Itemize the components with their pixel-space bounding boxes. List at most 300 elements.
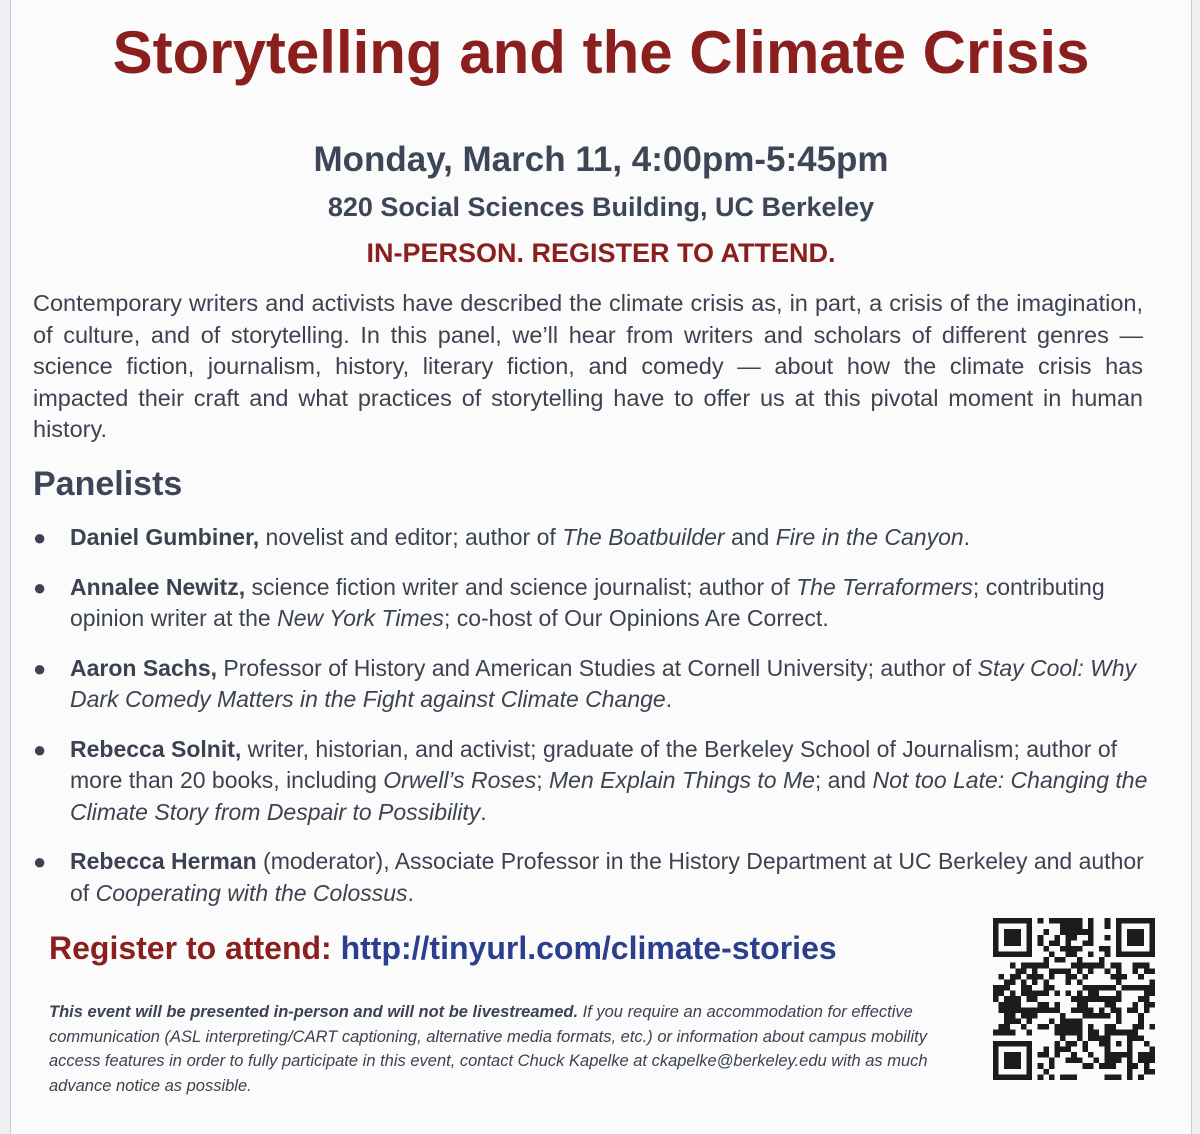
qr-module <box>1094 996 1100 1002</box>
qr-module <box>1066 979 1072 985</box>
qr-module <box>999 952 1005 958</box>
qr-module <box>1010 1074 1016 1080</box>
qr-module <box>1116 935 1122 941</box>
qr-module <box>1010 929 1016 935</box>
qr-module <box>1032 963 1038 969</box>
qr-module <box>1127 1058 1133 1064</box>
qr-module <box>1077 918 1083 924</box>
qr-module <box>1049 918 1055 924</box>
qr-module <box>1099 1063 1105 1069</box>
qr-module <box>1088 929 1094 935</box>
qr-module <box>1038 1007 1044 1013</box>
qr-module <box>1116 929 1122 935</box>
qr-module <box>1015 918 1021 924</box>
qr-module <box>1105 1035 1111 1041</box>
qr-module <box>1066 924 1072 930</box>
qr-module <box>1015 996 1021 1002</box>
qr-module <box>1071 1030 1077 1036</box>
qr-module <box>1105 946 1111 952</box>
qr-module <box>1144 952 1150 958</box>
qr-module <box>1010 1041 1016 1047</box>
qr-module <box>1066 929 1072 935</box>
qr-module <box>1088 940 1094 946</box>
qr-module <box>1116 991 1122 997</box>
qr-module <box>1077 924 1083 930</box>
qr-module <box>1133 1035 1139 1041</box>
qr-module <box>1049 974 1055 980</box>
qr-module <box>1043 946 1049 952</box>
qr-module <box>1144 1063 1150 1069</box>
qr-module <box>1099 957 1105 963</box>
qr-module <box>1060 957 1066 963</box>
qr-module <box>1127 1074 1133 1080</box>
qr-module <box>1133 1007 1139 1013</box>
register-label: Register to attend: <box>49 930 332 966</box>
qr-module <box>1060 1046 1066 1052</box>
qr-module <box>1077 1024 1083 1030</box>
qr-module <box>1027 1007 1033 1013</box>
qr-module <box>1133 963 1139 969</box>
qr-module <box>1010 940 1016 946</box>
qr-module <box>1099 996 1105 1002</box>
qr-module <box>1133 968 1139 974</box>
qr-module <box>1082 1041 1088 1047</box>
qr-module <box>1133 918 1139 924</box>
qr-module <box>1088 1013 1094 1019</box>
qr-module <box>993 924 999 930</box>
qr-module <box>1088 963 1094 969</box>
qr-module <box>1110 985 1116 991</box>
qr-module <box>1144 991 1150 997</box>
qr-module <box>1049 1063 1055 1069</box>
qr-module <box>1110 1058 1116 1064</box>
qr-module <box>1015 1041 1021 1047</box>
qr-module <box>1088 924 1094 930</box>
qr-module <box>1032 996 1038 1002</box>
qr-module <box>1127 1063 1133 1069</box>
qr-module <box>1027 1019 1033 1025</box>
panelist-bio-text: . <box>665 686 673 712</box>
qr-module <box>1110 974 1116 980</box>
qr-module <box>1038 1052 1044 1058</box>
qr-module <box>1088 1024 1094 1030</box>
qr-module <box>1138 1074 1144 1080</box>
qr-module <box>1054 940 1060 946</box>
work-title: Orwell’s Roses <box>383 767 537 793</box>
qr-module <box>1110 1052 1116 1058</box>
qr-module <box>1138 963 1144 969</box>
qr-module <box>1027 991 1033 997</box>
panelist-name: Rebecca Solnit, <box>70 735 242 762</box>
qr-module <box>993 940 999 946</box>
qr-module <box>1027 1074 1033 1080</box>
qr-module <box>1027 1013 1033 1019</box>
qr-module <box>1116 940 1122 946</box>
qr-module <box>1116 1052 1122 1058</box>
qr-module <box>1066 940 1072 946</box>
qr-module <box>1105 996 1111 1002</box>
qr-module <box>1027 952 1033 958</box>
attendance-note: IN-PERSON. REGISTER TO ATTEND. <box>366 238 836 268</box>
qr-module <box>1082 985 1088 991</box>
qr-module <box>1010 1007 1016 1013</box>
panelist-bio-text: . <box>480 798 487 825</box>
qr-module <box>1077 1002 1083 1008</box>
qr-module <box>1138 1052 1144 1058</box>
qr-module <box>1043 963 1049 969</box>
qr-module <box>1144 1069 1150 1075</box>
qr-module <box>1049 952 1055 958</box>
panelist-bio-text: ; and <box>814 767 873 793</box>
qr-module <box>1066 1024 1072 1030</box>
qr-module <box>1071 952 1077 958</box>
qr-module <box>1043 1007 1049 1013</box>
qr-module <box>1105 1063 1111 1069</box>
work-title: Cooperating with the Colossus <box>95 879 408 906</box>
qr-module <box>1010 1052 1016 1058</box>
qr-module <box>1149 924 1155 930</box>
qr-module <box>1105 952 1111 958</box>
qr-module <box>1077 1019 1083 1025</box>
qr-module <box>1021 1041 1027 1047</box>
qr-module <box>993 1058 999 1064</box>
qr-module <box>1060 1030 1066 1036</box>
bullet-icon: ● <box>33 736 47 762</box>
qr-module <box>1066 968 1072 974</box>
qr-module <box>1010 1063 1016 1069</box>
qr-module <box>1027 918 1033 924</box>
qr-module <box>1004 935 1010 941</box>
qr-code-icon[interactable] <box>993 918 1155 1080</box>
qr-module <box>1138 1019 1144 1025</box>
qr-module <box>1144 985 1150 991</box>
qr-module <box>1149 918 1155 924</box>
qr-module <box>1043 1052 1049 1058</box>
event-location: 820 Social Sciences Building, UC Berkeley <box>327 192 875 222</box>
qr-module <box>1004 1052 1010 1058</box>
qr-module <box>1010 979 1016 985</box>
qr-module <box>1099 1035 1105 1041</box>
qr-module <box>1027 996 1033 1002</box>
qr-module <box>1015 952 1021 958</box>
qr-module <box>1010 991 1016 997</box>
qr-module <box>1133 935 1139 941</box>
qr-module <box>1015 1063 1021 1069</box>
qr-module <box>1116 979 1122 985</box>
qr-module <box>1099 1041 1105 1047</box>
qr-module <box>1071 1052 1077 1058</box>
qr-module <box>1116 968 1122 974</box>
qr-module <box>1066 1019 1072 1025</box>
qr-module <box>1116 946 1122 952</box>
qr-module <box>1032 974 1038 980</box>
qr-module <box>1116 924 1122 930</box>
qr-module <box>1071 1058 1077 1064</box>
qr-module <box>1116 1013 1122 1019</box>
panelist-bio-text: and <box>724 524 776 550</box>
qr-module <box>1015 968 1021 974</box>
qr-module <box>1133 985 1139 991</box>
qr-module <box>1015 935 1021 941</box>
qr-module <box>1121 974 1127 980</box>
qr-module <box>1099 985 1105 991</box>
qr-module <box>1077 957 1083 963</box>
qr-module <box>1066 935 1072 941</box>
qr-module <box>1138 985 1144 991</box>
bullet-icon: ● <box>33 849 47 874</box>
qr-module <box>1038 974 1044 980</box>
qr-module <box>1015 1002 1021 1008</box>
qr-module <box>1116 1030 1122 1036</box>
qr-module <box>1105 1024 1111 1030</box>
qr-module <box>993 996 999 1002</box>
qr-module <box>1082 974 1088 980</box>
qr-module <box>1060 1035 1066 1041</box>
qr-module <box>1054 968 1060 974</box>
qr-module <box>1049 1058 1055 1064</box>
qr-module <box>1110 1007 1116 1013</box>
panelist-bio-text: ; <box>536 767 549 793</box>
qr-module <box>1049 985 1055 991</box>
qr-module <box>1071 996 1077 1002</box>
qr-module <box>1105 935 1111 941</box>
qr-module <box>1149 935 1155 941</box>
qr-module <box>993 1069 999 1075</box>
qr-module <box>1116 1041 1122 1047</box>
qr-module <box>1066 1058 1072 1064</box>
qr-module <box>1027 1041 1033 1047</box>
qr-module <box>1088 1035 1094 1041</box>
qr-module <box>1082 1046 1088 1052</box>
qr-module <box>1043 991 1049 997</box>
panelist-bio-text: (moderator), Associate Professor in the History Department at UC Berkeley and author of <box>70 848 1144 906</box>
qr-module <box>1077 991 1083 997</box>
qr-module <box>1127 1069 1133 1075</box>
work-title: The Terraformers <box>796 573 973 600</box>
qr-module <box>1138 996 1144 1002</box>
qr-module <box>1027 1052 1033 1058</box>
qr-module <box>1038 1024 1044 1030</box>
qr-module <box>1043 979 1049 985</box>
qr-module <box>1088 1030 1094 1036</box>
qr-module <box>1071 1019 1077 1025</box>
bullet-icon: ● <box>33 525 47 550</box>
qr-module <box>1004 1074 1010 1080</box>
qr-module <box>1133 952 1139 958</box>
work-title: Stay Cool: Why Dark Comedy Matters in the Fight against Climate Change <box>70 654 1137 712</box>
qr-module <box>1021 968 1027 974</box>
qr-module <box>1015 1019 1021 1025</box>
page-title: Storytelling and the Climate Crisis <box>112 19 1090 86</box>
registration-link[interactable]: http://tinyurl.com/climate-stories <box>340 930 837 966</box>
work-title: New York Times <box>277 605 444 631</box>
panelist-bio-text: novelist and editor; author of <box>259 524 563 550</box>
qr-module <box>1094 963 1100 969</box>
qr-module <box>1127 1007 1133 1013</box>
qr-module <box>1027 1030 1033 1036</box>
qr-module <box>1094 1030 1100 1036</box>
qr-module <box>1077 1035 1083 1041</box>
livestream-note: This event will be presented in-person and will not be livestreamed. <box>49 1003 579 1021</box>
qr-module <box>1133 1002 1139 1008</box>
qr-module <box>1138 1024 1144 1030</box>
qr-module <box>1105 924 1111 930</box>
qr-module <box>1054 1052 1060 1058</box>
qr-module <box>1027 974 1033 980</box>
qr-module <box>1060 1013 1066 1019</box>
qr-module <box>1116 918 1122 924</box>
qr-module <box>999 1030 1005 1036</box>
qr-module <box>1121 985 1127 991</box>
qr-module <box>1088 918 1094 924</box>
qr-module <box>1110 996 1116 1002</box>
qr-module <box>1138 929 1144 935</box>
qr-module <box>1027 940 1033 946</box>
event-description: Contemporary writers and activists have described the climate crisis as, in part, a crisis of the imagination, of culture, and of storytelling. In this panel, we’ll hear from writers and scholars of different genres — science fiction, journalism, history, literary fiction, and comedy — about how the climate crisis has impacted their craft and what practices of storytelling have to offer us at this pivotal moment in human history. <box>33 290 1143 442</box>
qr-module <box>1138 918 1144 924</box>
qr-module <box>1049 1019 1055 1025</box>
qr-module <box>1066 1030 1072 1036</box>
work-title: Men Explain Things to Me <box>549 767 815 793</box>
work-title: Not too Late: Changing the Climate Story from Despair to Possibility <box>70 767 1148 825</box>
panelist-bio-text: . <box>963 524 971 550</box>
qr-module <box>1038 1074 1044 1080</box>
qr-module <box>1116 1007 1122 1013</box>
qr-module <box>1094 1058 1100 1064</box>
qr-module <box>1021 1024 1027 1030</box>
qr-module <box>1082 963 1088 969</box>
qr-module <box>1110 1002 1116 1008</box>
qr-module <box>1088 968 1094 974</box>
qr-module <box>1082 996 1088 1002</box>
qr-module <box>1149 1069 1155 1075</box>
qr-module <box>1071 935 1077 941</box>
qr-module <box>1066 991 1072 997</box>
qr-module <box>1054 1002 1060 1008</box>
qr-module <box>1077 963 1083 969</box>
qr-module <box>1127 1030 1133 1036</box>
qr-module <box>1133 929 1139 935</box>
qr-module <box>1077 929 1083 935</box>
qr-module <box>1127 985 1133 991</box>
qr-module <box>1149 929 1155 935</box>
qr-module <box>1060 968 1066 974</box>
qr-module <box>1082 1002 1088 1008</box>
panelist-bio-text: Professor of History and American Studies at Cornell University; author of <box>217 654 978 681</box>
qr-module <box>1082 940 1088 946</box>
qr-module <box>1121 918 1127 924</box>
qr-module <box>1127 1052 1133 1058</box>
qr-module <box>1138 952 1144 958</box>
qr-module <box>1054 1030 1060 1036</box>
qr-module <box>1021 1013 1027 1019</box>
qr-module <box>1105 918 1111 924</box>
qr-module <box>1149 1024 1155 1030</box>
qr-module <box>1138 1013 1144 1019</box>
qr-module <box>1054 991 1060 997</box>
qr-module <box>1099 1013 1105 1019</box>
qr-module <box>1105 1046 1111 1052</box>
panelist-item <box>33 653 1148 716</box>
qr-module <box>1027 1046 1033 1052</box>
qr-module <box>1071 1024 1077 1030</box>
qr-module <box>993 946 999 952</box>
qr-module <box>1144 1058 1150 1064</box>
qr-module <box>1038 935 1044 941</box>
panelists-heading: Panelists <box>33 465 183 503</box>
qr-module <box>1004 1030 1010 1036</box>
qr-module <box>1015 929 1021 935</box>
qr-module <box>1054 957 1060 963</box>
panelist-name: Rebecca Herman <box>70 848 257 874</box>
qr-module <box>1054 1007 1060 1013</box>
qr-module <box>1071 946 1077 952</box>
panelist-name: Aaron Sachs, <box>70 654 217 681</box>
accessibility-note <box>49 1000 929 1098</box>
qr-module <box>1127 935 1133 941</box>
qr-module <box>1144 1002 1150 1008</box>
qr-module <box>1071 963 1077 969</box>
qr-module <box>1043 985 1049 991</box>
qr-module <box>1021 952 1027 958</box>
qr-module <box>1077 946 1083 952</box>
qr-module <box>1004 929 1010 935</box>
qr-module <box>1082 1013 1088 1019</box>
qr-module <box>1082 929 1088 935</box>
qr-module <box>993 1041 999 1047</box>
qr-module <box>1066 1041 1072 1047</box>
qr-module <box>1054 1046 1060 1052</box>
qr-module <box>993 1030 999 1036</box>
qr-module <box>1021 963 1027 969</box>
qr-module <box>1054 1041 1060 1047</box>
qr-module <box>1004 1019 1010 1025</box>
qr-module <box>1088 985 1094 991</box>
qr-module <box>993 1063 999 1069</box>
qr-module <box>1049 940 1055 946</box>
qr-module <box>1027 985 1033 991</box>
qr-module <box>1071 918 1077 924</box>
qr-module <box>1032 979 1038 985</box>
panelist-list <box>33 522 1148 927</box>
work-title: Fire in the Canyon <box>775 524 964 550</box>
qr-module <box>1027 1063 1033 1069</box>
qr-module <box>1133 940 1139 946</box>
qr-module <box>1066 1074 1072 1080</box>
qr-module <box>999 1024 1005 1030</box>
qr-module <box>1110 963 1116 969</box>
qr-module <box>1060 918 1066 924</box>
qr-module <box>1105 1052 1111 1058</box>
qr-module <box>1099 963 1105 969</box>
qr-module <box>1038 991 1044 997</box>
qr-module <box>1138 1035 1144 1041</box>
qr-module <box>1144 968 1150 974</box>
qr-module <box>1094 1035 1100 1041</box>
qr-module <box>1004 952 1010 958</box>
qr-module <box>993 985 999 991</box>
qr-module <box>1054 935 1060 941</box>
qr-module <box>1066 974 1072 980</box>
qr-module <box>1110 1063 1116 1069</box>
qr-module <box>1088 996 1094 1002</box>
qr-module <box>1149 985 1155 991</box>
panelist-bio-text: . <box>407 879 414 906</box>
qr-module <box>993 929 999 935</box>
qr-module <box>1149 946 1155 952</box>
qr-module <box>1138 974 1144 980</box>
qr-module <box>1049 1074 1055 1080</box>
